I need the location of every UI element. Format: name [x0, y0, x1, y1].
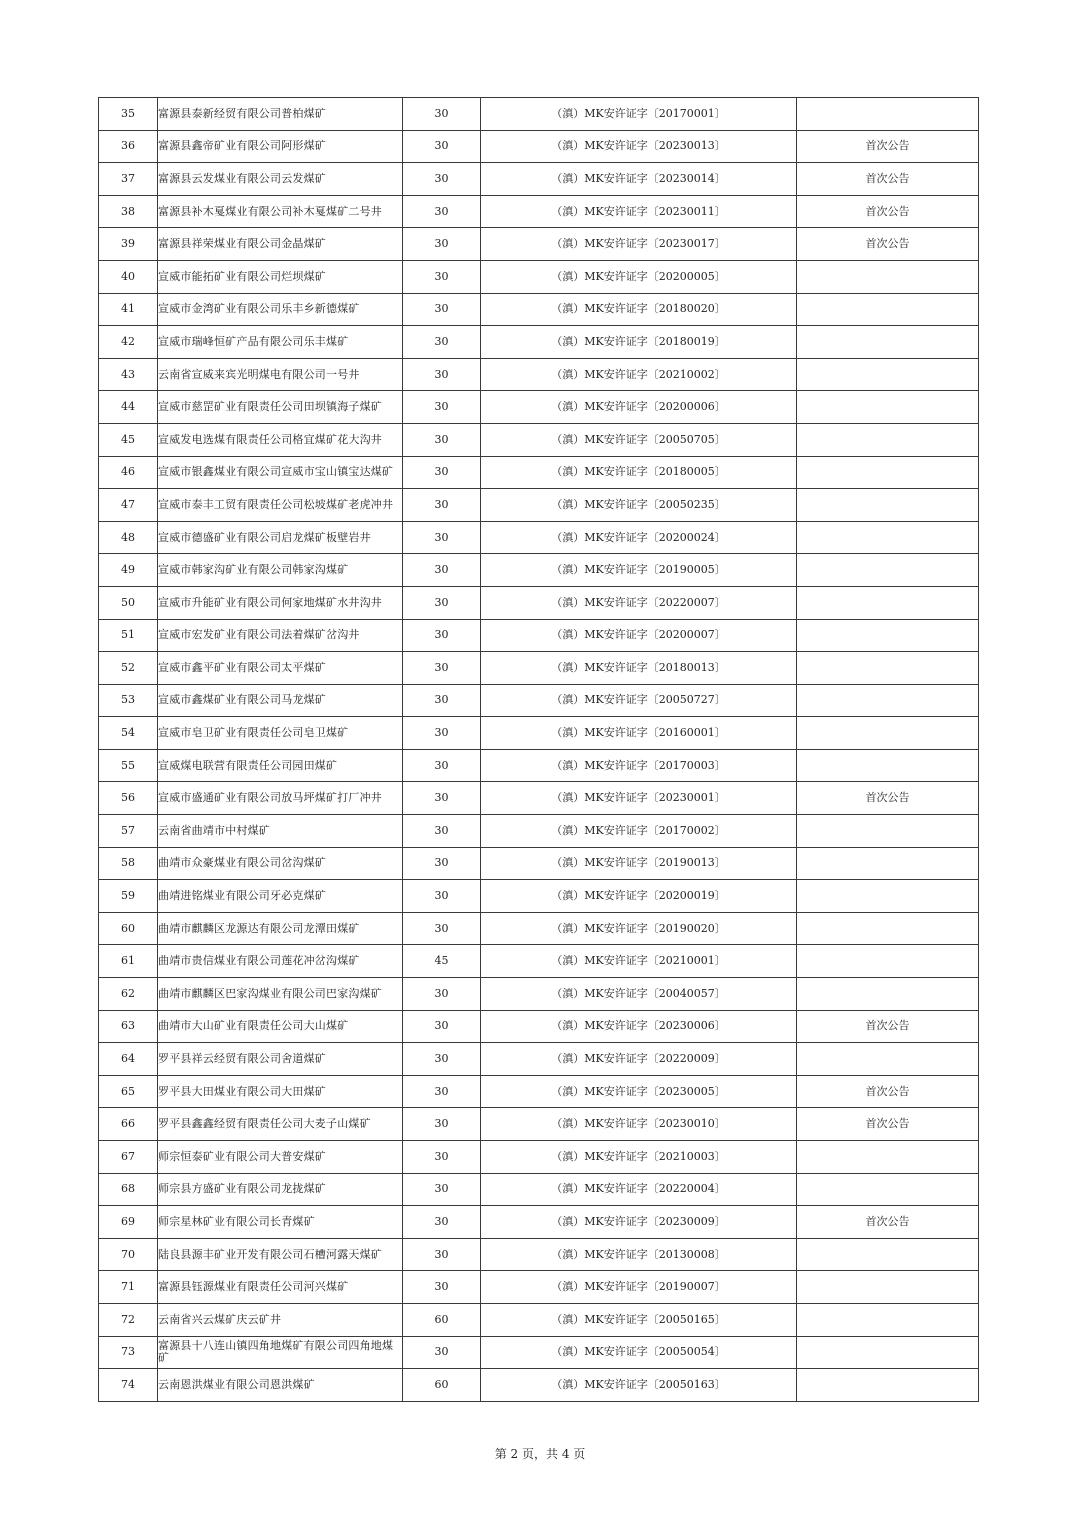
table-row: [99, 98, 979, 131]
page-footer: [0, 1445, 1080, 1462]
remark-cell: [797, 456, 979, 489]
table-row: [99, 717, 979, 750]
row-number-cell: 57: [99, 815, 158, 848]
license-number-cell: （滇）MK安许证字〔20050054〕: [481, 1336, 797, 1369]
license-number-cell: （滇）MK安许证字〔20180019〕: [481, 326, 797, 359]
row-number-cell: 41: [99, 293, 158, 326]
remark-cell: [797, 358, 979, 391]
remark-cell: [797, 1141, 979, 1174]
remark-cell: 首次公告: [797, 228, 979, 261]
mine-name-cell: 宣威市泰丰工贸有限责任公司松坡煤矿老虎冲井: [158, 489, 403, 522]
capacity-cell: 30: [403, 456, 481, 489]
row-number-cell: 63: [99, 1010, 158, 1043]
license-number-cell: （滇）MK安许证字〔20230005〕: [481, 1075, 797, 1108]
coal-mine-license-table: [98, 97, 979, 1402]
table-row: [99, 782, 979, 815]
row-number-cell: 69: [99, 1206, 158, 1239]
table-row: [99, 847, 979, 880]
license-number-cell: （滇）MK安许证字〔20130008〕: [481, 1238, 797, 1271]
mine-name-cell: 陆良县源丰矿业开发有限公司石槽河露天煤矿: [158, 1238, 403, 1271]
table-row: [99, 1369, 979, 1402]
table-row: [99, 1238, 979, 1271]
license-number-cell: （滇）MK安许证字〔20180013〕: [481, 652, 797, 685]
license-number-cell: （滇）MK安许证字〔20170003〕: [481, 749, 797, 782]
capacity-cell: 30: [403, 1336, 481, 1369]
capacity-cell: 30: [403, 163, 481, 196]
capacity-cell: 30: [403, 1238, 481, 1271]
remark-cell: [797, 684, 979, 717]
remark-cell: [797, 1303, 979, 1336]
row-number-cell: 37: [99, 163, 158, 196]
table-row: [99, 978, 979, 1011]
row-number-cell: 65: [99, 1075, 158, 1108]
row-number-cell: 35: [99, 98, 158, 131]
table-row: [99, 489, 979, 522]
table-row: [99, 456, 979, 489]
capacity-cell: 30: [403, 521, 481, 554]
license-number-cell: （滇）MK安许证字〔20230017〕: [481, 228, 797, 261]
remark-cell: [797, 489, 979, 522]
license-number-cell: （滇）MK安许证字〔20210002〕: [481, 358, 797, 391]
table-row: [99, 1303, 979, 1336]
capacity-cell: 30: [403, 880, 481, 913]
license-number-cell: （滇）MK安许证字〔20220004〕: [481, 1173, 797, 1206]
row-number-cell: 47: [99, 489, 158, 522]
capacity-cell: 60: [403, 1303, 481, 1336]
row-number-cell: 42: [99, 326, 158, 359]
capacity-cell: 30: [403, 619, 481, 652]
capacity-cell: 30: [403, 782, 481, 815]
capacity-cell: 30: [403, 489, 481, 522]
remark-cell: [797, 586, 979, 619]
mine-name-cell: 富源县鑫帝矿业有限公司阿形煤矿: [158, 130, 403, 163]
license-number-cell: （滇）MK安许证字〔20200006〕: [481, 391, 797, 424]
capacity-cell: 30: [403, 912, 481, 945]
capacity-cell: 30: [403, 1141, 481, 1174]
row-number-cell: 52: [99, 652, 158, 685]
table-row: [99, 326, 979, 359]
capacity-cell: 30: [403, 260, 481, 293]
remark-cell: [797, 423, 979, 456]
license-number-cell: （滇）MK安许证字〔20190005〕: [481, 554, 797, 587]
remark-cell: 首次公告: [797, 130, 979, 163]
remark-cell: [797, 391, 979, 424]
mine-name-cell: 罗平县鑫鑫经贸有限责任公司大麦子山煤矿: [158, 1108, 403, 1141]
row-number-cell: 38: [99, 195, 158, 228]
license-number-cell: （滇）MK安许证字〔20170001〕: [481, 98, 797, 131]
table-row: [99, 684, 979, 717]
row-number-cell: 64: [99, 1043, 158, 1076]
capacity-cell: 30: [403, 195, 481, 228]
table-row: [99, 228, 979, 261]
capacity-cell: 30: [403, 1173, 481, 1206]
capacity-cell: 30: [403, 652, 481, 685]
mine-name-cell: 宣威市升能矿业有限公司何家地煤矿水井沟井: [158, 586, 403, 619]
table-row: [99, 195, 979, 228]
mine-name-cell: 富源县十八连山镇四角地煤矿有限公司四角地煤矿: [158, 1336, 403, 1369]
mine-name-cell: 师宗恒泰矿业有限公司大普安煤矿: [158, 1141, 403, 1174]
table-row: [99, 1173, 979, 1206]
table-row: [99, 163, 979, 196]
remark-cell: 首次公告: [797, 782, 979, 815]
remark-cell: [797, 98, 979, 131]
remark-cell: [797, 978, 979, 1011]
capacity-cell: 30: [403, 293, 481, 326]
row-number-cell: 67: [99, 1141, 158, 1174]
capacity-cell: 30: [403, 815, 481, 848]
table-row: [99, 1336, 979, 1369]
table-row: [99, 815, 979, 848]
row-number-cell: 66: [99, 1108, 158, 1141]
mine-name-cell: 宣威市宏发矿业有限公司法着煤矿岔沟井: [158, 619, 403, 652]
capacity-cell: 30: [403, 98, 481, 131]
license-number-cell: （滇）MK安许证字〔20230013〕: [481, 130, 797, 163]
mine-name-cell: 罗平县祥云经贸有限公司舍道煤矿: [158, 1043, 403, 1076]
mine-name-cell: 云南恩洪煤业有限公司恩洪煤矿: [158, 1369, 403, 1402]
license-number-cell: （滇）MK安许证字〔20050235〕: [481, 489, 797, 522]
table-row: [99, 619, 979, 652]
row-number-cell: 56: [99, 782, 158, 815]
license-number-cell: （滇）MK安许证字〔20230011〕: [481, 195, 797, 228]
row-number-cell: 74: [99, 1369, 158, 1402]
table-row: [99, 945, 979, 978]
row-number-cell: 70: [99, 1238, 158, 1271]
table-row: [99, 260, 979, 293]
remark-cell: [797, 717, 979, 750]
remark-cell: [797, 1238, 979, 1271]
row-number-cell: 71: [99, 1271, 158, 1304]
license-number-cell: （滇）MK安许证字〔20220009〕: [481, 1043, 797, 1076]
license-number-cell: （滇）MK安许证字〔20040057〕: [481, 978, 797, 1011]
table-row: [99, 391, 979, 424]
remark-cell: [797, 815, 979, 848]
row-number-cell: 43: [99, 358, 158, 391]
table-row: [99, 358, 979, 391]
row-number-cell: 61: [99, 945, 158, 978]
mine-name-cell: 宣威市鑫煤矿业有限公司马龙煤矿: [158, 684, 403, 717]
row-number-cell: 54: [99, 717, 158, 750]
mine-name-cell: 云南省兴云煤矿庆云矿井: [158, 1303, 403, 1336]
license-number-cell: （滇）MK安许证字〔20050705〕: [481, 423, 797, 456]
capacity-cell: 30: [403, 1271, 481, 1304]
remark-cell: [797, 847, 979, 880]
row-number-cell: 62: [99, 978, 158, 1011]
capacity-cell: 30: [403, 1010, 481, 1043]
table-row: [99, 1075, 979, 1108]
capacity-cell: 30: [403, 358, 481, 391]
table-row: [99, 130, 979, 163]
table-row: [99, 1043, 979, 1076]
remark-cell: 首次公告: [797, 1206, 979, 1239]
table-row: [99, 912, 979, 945]
mine-name-cell: 宣威市韩家沟矿业有限公司韩家沟煤矿: [158, 554, 403, 587]
license-number-cell: （滇）MK安许证字〔20200024〕: [481, 521, 797, 554]
remark-cell: 首次公告: [797, 1108, 979, 1141]
license-number-cell: （滇）MK安许证字〔20050163〕: [481, 1369, 797, 1402]
remark-cell: [797, 1369, 979, 1402]
table-row: [99, 1271, 979, 1304]
table-row: [99, 1010, 979, 1043]
row-number-cell: 73: [99, 1336, 158, 1369]
license-number-cell: （滇）MK安许证字〔20200005〕: [481, 260, 797, 293]
license-number-cell: （滇）MK安许证字〔20230001〕: [481, 782, 797, 815]
license-number-cell: （滇）MK安许证字〔20050727〕: [481, 684, 797, 717]
mine-name-cell: 富源县钰源煤业有限责任公司河兴煤矿: [158, 1271, 403, 1304]
license-number-cell: （滇）MK安许证字〔20180005〕: [481, 456, 797, 489]
license-number-cell: （滇）MK安许证字〔20190020〕: [481, 912, 797, 945]
remark-cell: [797, 1271, 979, 1304]
mine-name-cell: 宣威发电选煤有限责任公司格宜煤矿花大沟井: [158, 423, 403, 456]
table-row: [99, 1141, 979, 1174]
mine-name-cell: 曲靖市麒麟区巴家沟煤业有限公司巴家沟煤矿: [158, 978, 403, 1011]
capacity-cell: 60: [403, 1369, 481, 1402]
mine-name-cell: 宣威市金湾矿业有限公司乐丰乡新德煤矿: [158, 293, 403, 326]
table-row: [99, 1108, 979, 1141]
license-number-cell: （滇）MK安许证字〔20180020〕: [481, 293, 797, 326]
row-number-cell: 58: [99, 847, 158, 880]
mine-name-cell: 富源县补木戛煤业有限公司补木戛煤矿二号井: [158, 195, 403, 228]
capacity-cell: 30: [403, 423, 481, 456]
mine-name-cell: 宣威煤电联营有限责任公司园田煤矿: [158, 749, 403, 782]
mine-name-cell: 云南省宣威来宾光明煤电有限公司一号井: [158, 358, 403, 391]
mine-name-cell: 宣威市银鑫煤业有限公司宣威市宝山镇宝达煤矿: [158, 456, 403, 489]
remark-cell: [797, 326, 979, 359]
license-number-cell: （滇）MK安许证字〔20210001〕: [481, 945, 797, 978]
remark-cell: [797, 912, 979, 945]
license-number-cell: （滇）MK安许证字〔20210003〕: [481, 1141, 797, 1174]
remark-cell: [797, 1336, 979, 1369]
capacity-cell: 30: [403, 847, 481, 880]
mine-name-cell: 曲靖进铭煤业有限公司牙必克煤矿: [158, 880, 403, 913]
table-row: [99, 423, 979, 456]
capacity-cell: 30: [403, 1075, 481, 1108]
capacity-cell: 30: [403, 978, 481, 1011]
row-number-cell: 53: [99, 684, 158, 717]
row-number-cell: 55: [99, 749, 158, 782]
mine-name-cell: 富源县祥荣煤业有限公司金晶煤矿: [158, 228, 403, 261]
license-number-cell: （滇）MK安许证字〔20190013〕: [481, 847, 797, 880]
capacity-cell: 30: [403, 717, 481, 750]
license-number-cell: （滇）MK安许证字〔20230006〕: [481, 1010, 797, 1043]
remark-cell: [797, 619, 979, 652]
table-body: [99, 98, 979, 1402]
table-row: [99, 293, 979, 326]
license-number-cell: （滇）MK安许证字〔20160001〕: [481, 717, 797, 750]
mine-name-cell: 曲靖市贵信煤业有限公司莲花冲岔沟煤矿: [158, 945, 403, 978]
license-number-cell: （滇）MK安许证字〔20230009〕: [481, 1206, 797, 1239]
capacity-cell: 30: [403, 554, 481, 587]
remark-cell: [797, 749, 979, 782]
mine-name-cell: 宣威市盛通矿业有限公司放马坪煤矿打厂冲井: [158, 782, 403, 815]
capacity-cell: 30: [403, 391, 481, 424]
mine-name-cell: 宣威市慈罡矿业有限责任公司田坝镇海子煤矿: [158, 391, 403, 424]
license-number-cell: （滇）MK安许证字〔20050165〕: [481, 1303, 797, 1336]
capacity-cell: 30: [403, 228, 481, 261]
page-number: 第 2 页，共 4 页: [494, 1447, 586, 1461]
capacity-cell: 45: [403, 945, 481, 978]
license-number-cell: （滇）MK安许证字〔20200007〕: [481, 619, 797, 652]
license-number-cell: （滇）MK安许证字〔20200019〕: [481, 880, 797, 913]
remark-cell: [797, 260, 979, 293]
mine-name-cell: 宣威市能拓矿业有限公司烂坝煤矿: [158, 260, 403, 293]
capacity-cell: 30: [403, 749, 481, 782]
mine-name-cell: 云南省曲靖市中村煤矿: [158, 815, 403, 848]
license-number-cell: （滇）MK安许证字〔20220007〕: [481, 586, 797, 619]
capacity-cell: 30: [403, 1108, 481, 1141]
remark-cell: [797, 521, 979, 554]
capacity-cell: 30: [403, 1206, 481, 1239]
remark-cell: [797, 554, 979, 587]
row-number-cell: 72: [99, 1303, 158, 1336]
table-row: [99, 880, 979, 913]
table-row: [99, 1206, 979, 1239]
remark-cell: [797, 880, 979, 913]
mine-name-cell: 罗平县大田煤业有限公司大田煤矿: [158, 1075, 403, 1108]
row-number-cell: 46: [99, 456, 158, 489]
row-number-cell: 49: [99, 554, 158, 587]
capacity-cell: 30: [403, 1043, 481, 1076]
capacity-cell: 30: [403, 586, 481, 619]
table-row: [99, 586, 979, 619]
table-row: [99, 554, 979, 587]
remark-cell: 首次公告: [797, 195, 979, 228]
remark-cell: 首次公告: [797, 163, 979, 196]
mine-name-cell: 师宗县方盛矿业有限公司龙拢煤矿: [158, 1173, 403, 1206]
license-number-cell: （滇）MK安许证字〔20230014〕: [481, 163, 797, 196]
row-number-cell: 44: [99, 391, 158, 424]
remark-cell: [797, 945, 979, 978]
license-number-cell: （滇）MK安许证字〔20190007〕: [481, 1271, 797, 1304]
row-number-cell: 51: [99, 619, 158, 652]
remark-cell: [797, 1173, 979, 1206]
mine-name-cell: 宣威市皂卫矿业有限责任公司皂卫煤矿: [158, 717, 403, 750]
mine-name-cell: 宣威市瑞峰恒矿产品有限公司乐丰煤矿: [158, 326, 403, 359]
table-row: [99, 652, 979, 685]
row-number-cell: 48: [99, 521, 158, 554]
mine-name-cell: 富源县云发煤业有限公司云发煤矿: [158, 163, 403, 196]
capacity-cell: 30: [403, 326, 481, 359]
row-number-cell: 40: [99, 260, 158, 293]
mine-name-cell: 宣威市德盛矿业有限公司启龙煤矿板壁岩井: [158, 521, 403, 554]
row-number-cell: 39: [99, 228, 158, 261]
row-number-cell: 59: [99, 880, 158, 913]
license-number-cell: （滇）MK安许证字〔20170002〕: [481, 815, 797, 848]
mine-name-cell: 曲靖市众豪煤业有限公司岔沟煤矿: [158, 847, 403, 880]
row-number-cell: 50: [99, 586, 158, 619]
table-row: [99, 521, 979, 554]
row-number-cell: 36: [99, 130, 158, 163]
license-number-cell: （滇）MK安许证字〔20230010〕: [481, 1108, 797, 1141]
mine-name-cell: 宣威市鑫平矿业有限公司太平煤矿: [158, 652, 403, 685]
remark-cell: 首次公告: [797, 1075, 979, 1108]
capacity-cell: 30: [403, 684, 481, 717]
row-number-cell: 60: [99, 912, 158, 945]
remark-cell: 首次公告: [797, 1010, 979, 1043]
mine-name-cell: 富源县泰新经贸有限公司普柏煤矿: [158, 98, 403, 131]
remark-cell: [797, 652, 979, 685]
capacity-cell: 30: [403, 130, 481, 163]
remark-cell: [797, 1043, 979, 1076]
remark-cell: [797, 293, 979, 326]
mine-name-cell: 曲靖市大山矿业有限责任公司大山煤矿: [158, 1010, 403, 1043]
row-number-cell: 45: [99, 423, 158, 456]
row-number-cell: 68: [99, 1173, 158, 1206]
mine-name-cell: 师宗星林矿业有限公司长青煤矿: [158, 1206, 403, 1239]
table-row: [99, 749, 979, 782]
mine-name-cell: 曲靖市麒麟区龙源达有限公司龙潭田煤矿: [158, 912, 403, 945]
